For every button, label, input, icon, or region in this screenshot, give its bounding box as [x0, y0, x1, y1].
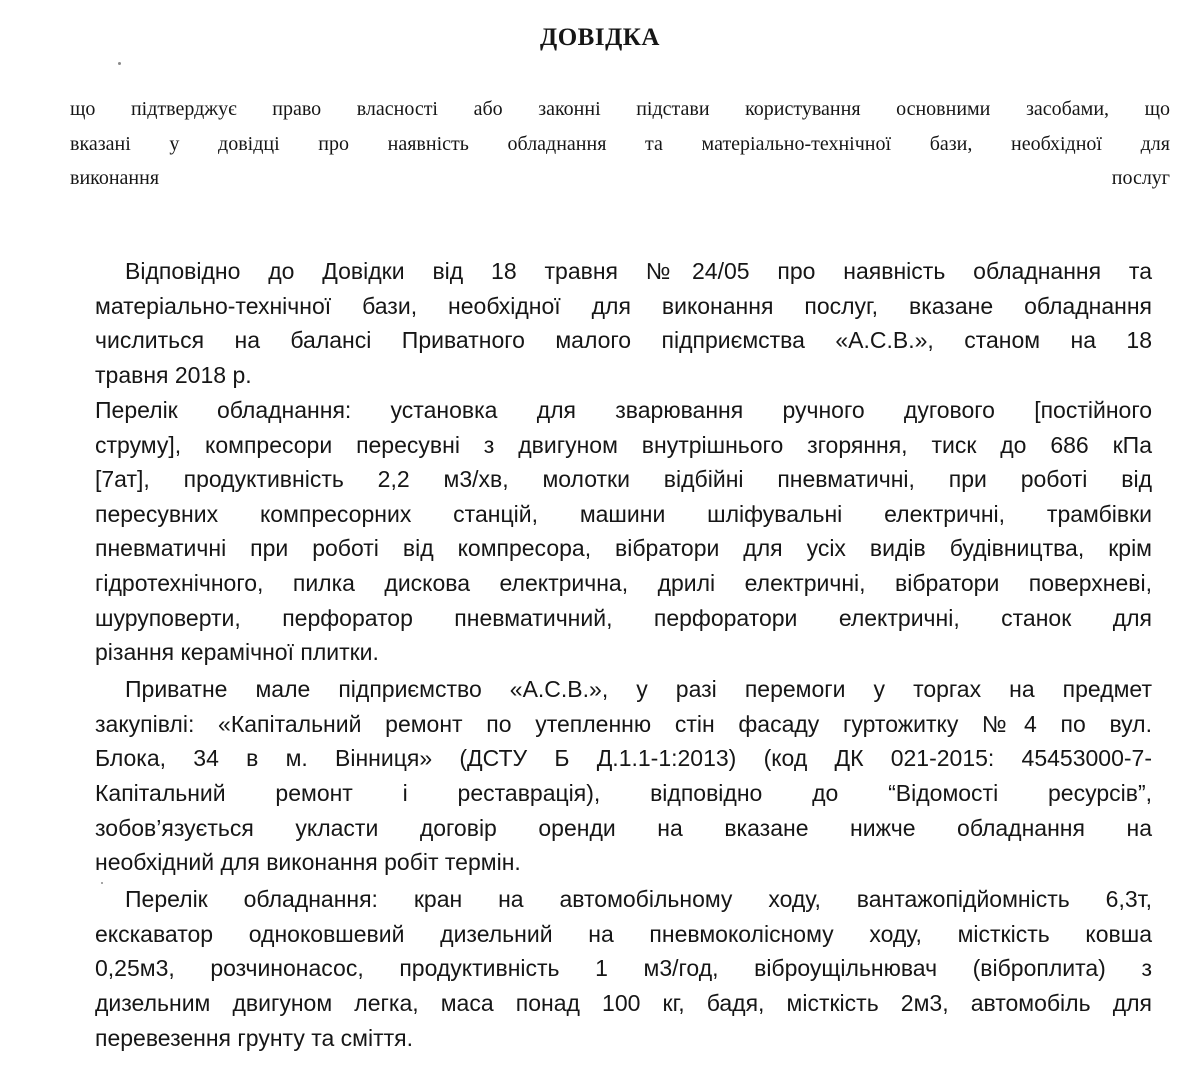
document-subtitle: [70, 92, 1170, 196]
text-line: шуруповерти, перфоратор пневматичний, перфоратори електричні, станок для: [95, 604, 1152, 631]
text-line: Перелік обладнання: кран на автомобільному ходу, вантажопідйомність 6,3т,: [125, 886, 1152, 912]
text-line: зобов’язується укласти договір оренди на вказане нижче обладнання на: [95, 814, 1152, 841]
text-line: 0,25м3, розчинонасос, продуктивність 1 м3/год, віброущільнювач (віброплита) з: [95, 955, 1152, 982]
text-line: необхідний для виконання робіт термін.: [95, 849, 521, 876]
document-title: ДОВІДКА: [540, 24, 660, 51]
paragraph-leased-equipment-list: [95, 882, 1152, 1055]
text-line: [7ат], продуктивність 2,2 м3/хв, молотки відбійні пневматичні, при роботі від: [95, 466, 1152, 493]
text-line: Відповідно до Довідки від 18 травня №24/05 про наявність обладнання та: [125, 258, 1152, 284]
text-line: числиться на балансі Приватного малого підприємства «А.С.В.», станом на 18: [95, 327, 1152, 354]
paragraph-equipment-list: [95, 393, 1152, 670]
text-line: Капітальний ремонт і реставрація), відповідно до “Відомості ресурсів”,: [95, 780, 1152, 807]
text-line: струму], компресори пересувні з двигуном внутрішнього згоряння, тиск до 686 кПа: [95, 431, 1152, 458]
text-line: Блока, 34 в м. Вінниця» (ДСТУ Б Д.1.1-1:2013) (код ДК 021-2015: 45453000-7-: [95, 745, 1152, 772]
text-line: травня 2018 р.: [95, 361, 252, 388]
text-line: закупівлі: «Капітальний ремонт по утепленню стін фасаду гуртожитку №4 по вул.: [95, 710, 1152, 737]
text-line: Перелік обладнання: установка для зварювання ручного дугового [постійного: [95, 397, 1152, 423]
text-line: екскаватор одноковшевий дизельний на пневмоколісному ходу, місткість ковша: [95, 920, 1152, 947]
text-line: пересувних компресорних станцій, машини шліфувальні електричні, трамбівки: [95, 500, 1152, 527]
subtitle-line: що підтверджує право власності або законні підстави користування основними засобами, що: [70, 98, 1170, 120]
text-line: дизельним двигуном легка, маса понад 100 кг, бадя, місткість 2м3, автомобіль для: [95, 990, 1152, 1017]
text-line: Приватне мале підприємство «А.С.В.», у разі перемоги у торгах на предмет: [125, 676, 1152, 702]
text-line: гідротехнічного, пилка дискова електрична, дрилі електричні, вібратори поверхневі,: [95, 569, 1152, 596]
subtitle-line: вказані у довідці про наявність обладнання та матеріально-технічної бази, необхідної для: [70, 132, 1170, 155]
scan-speck: [118, 62, 121, 65]
text-line: пневматичні при роботі від компресора, вібратори для усіх видів будівництва, крім: [95, 535, 1152, 562]
text-line: перевезення грунту та сміття.: [95, 1024, 414, 1051]
paragraph-balance-statement: [95, 254, 1152, 392]
text-line: різання керамічної плитки.: [95, 639, 379, 666]
text-line: матеріально-технічної бази, необхідної для виконання послуг, вказане обладнання: [95, 292, 1152, 319]
subtitle-line: виконання послуг: [70, 167, 1170, 189]
paragraph-lease-commitment: [95, 672, 1152, 880]
